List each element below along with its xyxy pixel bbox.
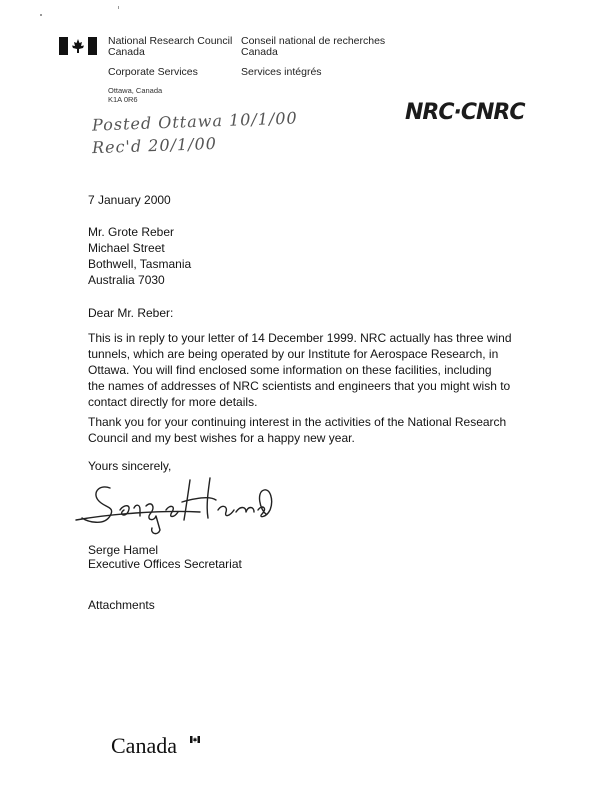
department-english: Corporate Services (108, 66, 198, 78)
handwritten-received-note: Rec'd 20/1/00 (91, 133, 218, 158)
recipient-address (88, 224, 191, 288)
canada-wordmark-flag-icon (190, 736, 200, 743)
salutation: Dear Mr. Reber: (88, 306, 174, 320)
closing: Yours sincerely, (88, 459, 172, 473)
paragraph-line: the names of addresses of NRC scientists and engineers that you might wish to (88, 379, 511, 393)
paragraph-line: tunnels, which are being operated by our Institute for Aerospace Research, in (88, 347, 499, 361)
handwritten-posted-note: Posted Ottawa 10/1/00 (91, 108, 298, 135)
scan-speck (40, 14, 42, 16)
recipient-line: Michael Street (88, 241, 165, 255)
letter-date: 7 January 2000 (88, 193, 171, 207)
signatory-name: Serge Hamel (88, 543, 159, 557)
canada-wordmark-text: Canada (111, 733, 177, 758)
canada-flag-icon (59, 37, 97, 55)
paragraph-line: This is in reply to your letter of 14 December 1999. NRC actually has three wind (88, 331, 512, 345)
org-name-english: National Research Council (108, 35, 233, 47)
paragraph-line: Council and my best wishes for a happy new year. (88, 431, 355, 445)
org-name-french: Conseil national de recherches (241, 35, 386, 47)
country-french: Canada (241, 46, 278, 58)
recipient-line: Bothwell, Tasmania (88, 257, 192, 271)
paragraph-line: Ottawa. You will find enclosed some information on these facilities, including (88, 363, 492, 377)
recipient-line: Australia 7030 (88, 273, 165, 287)
paragraph-2 (88, 414, 506, 446)
scan-speck (118, 6, 119, 9)
nrc-cnrc-logo: NRC·CNRC (405, 100, 525, 125)
postal-code: K1A 0R6 (108, 95, 138, 104)
enclosure-note: Attachments (88, 598, 155, 612)
handwritten-signature (70, 470, 280, 540)
paragraph-line: Thank you for your continuing interest in the activities of the National Research (88, 415, 507, 429)
recipient-line: Mr. Grote Reber (88, 225, 175, 239)
canada-wordmark (111, 733, 201, 765)
city: Ottawa, Canada (108, 86, 163, 95)
paragraph-1 (88, 330, 512, 410)
country-english: Canada (108, 46, 145, 58)
department-french: Services intégrés (241, 66, 322, 78)
paragraph-line: contact directly for more details. (88, 395, 258, 409)
signatory-title: Executive Offices Secretariat (88, 557, 242, 571)
